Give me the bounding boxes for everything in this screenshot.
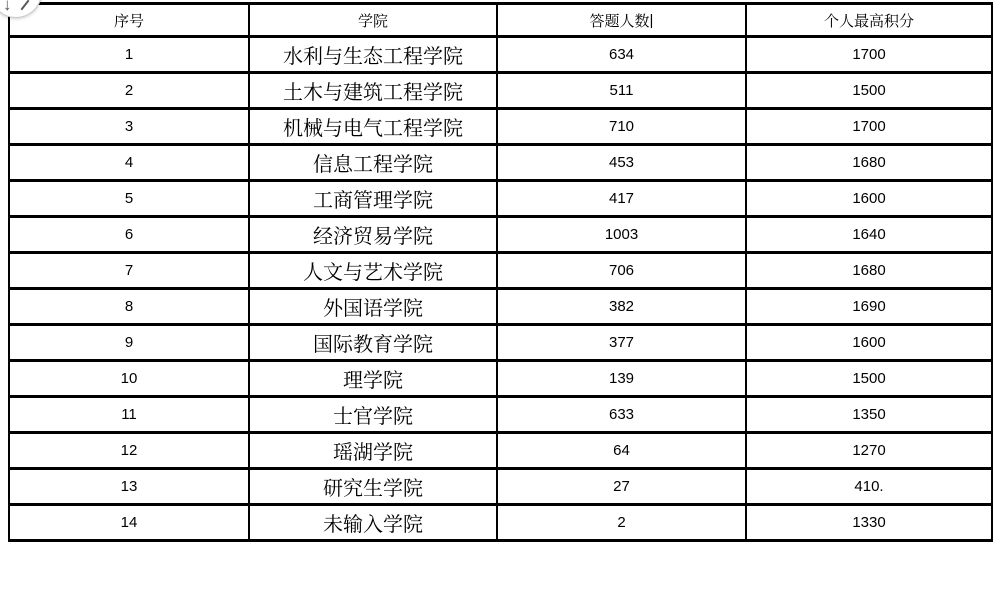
- cell-score[interactable]: 1350: [746, 397, 992, 433]
- cell-score[interactable]: 1500: [746, 361, 992, 397]
- cell-index[interactable]: 11: [9, 397, 249, 433]
- cell-index[interactable]: 13: [9, 469, 249, 505]
- cell-count[interactable]: 139: [497, 361, 746, 397]
- cell-score[interactable]: 410.: [746, 469, 992, 505]
- table-row: [9, 361, 992, 397]
- table-row: [9, 505, 992, 541]
- cell-score[interactable]: 1640: [746, 217, 992, 253]
- cell-college[interactable]: 研究生学院: [249, 469, 497, 505]
- table-row: [9, 325, 992, 361]
- cell-score[interactable]: 1690: [746, 289, 992, 325]
- table-row: [9, 217, 992, 253]
- cell-score[interactable]: 1270: [746, 433, 992, 469]
- table-row: [9, 253, 992, 289]
- cell-index[interactable]: 6: [9, 217, 249, 253]
- header-row: [9, 4, 992, 37]
- cell-index[interactable]: 4: [9, 145, 249, 181]
- cell-score[interactable]: 1600: [746, 181, 992, 217]
- cell-count[interactable]: 634: [497, 37, 746, 73]
- cell-college[interactable]: 未输入学院: [249, 505, 497, 541]
- cell-count[interactable]: 377: [497, 325, 746, 361]
- table-row: [9, 397, 992, 433]
- cell-college[interactable]: 水利与生态工程学院: [249, 37, 497, 73]
- table-row: [9, 37, 992, 73]
- cell-college[interactable]: 国际教育学院: [249, 325, 497, 361]
- cell-college[interactable]: 土木与建筑工程学院: [249, 73, 497, 109]
- cell-college[interactable]: 士官学院: [249, 397, 497, 433]
- text-cursor: |: [649, 11, 654, 29]
- cell-count[interactable]: 710: [497, 109, 746, 145]
- cell-count[interactable]: 453: [497, 145, 746, 181]
- table-row: [9, 181, 992, 217]
- cell-score[interactable]: 1700: [746, 37, 992, 73]
- table-body: [9, 37, 992, 541]
- cell-count[interactable]: 2: [497, 505, 746, 541]
- table-row: [9, 109, 992, 145]
- table-row: [9, 73, 992, 109]
- cell-count[interactable]: 382: [497, 289, 746, 325]
- arrow-down-icon: ↓: [3, 0, 12, 14]
- cell-index[interactable]: 8: [9, 289, 249, 325]
- cell-count[interactable]: 27: [497, 469, 746, 505]
- table-row: [9, 433, 992, 469]
- cell-college[interactable]: 信息工程学院: [249, 145, 497, 181]
- cell-index[interactable]: 5: [9, 181, 249, 217]
- column-header-score[interactable]: 个人最高积分: [746, 4, 992, 37]
- college-score-table: [8, 2, 993, 542]
- cell-college[interactable]: 外国语学院: [249, 289, 497, 325]
- cell-index[interactable]: 12: [9, 433, 249, 469]
- diagonal-stroke-icon: [21, 0, 30, 10]
- table-row: [9, 145, 992, 181]
- cell-college[interactable]: 人文与艺术学院: [249, 253, 497, 289]
- column-header-count-label: 答题人数: [589, 12, 650, 30]
- cell-count[interactable]: 64: [497, 433, 746, 469]
- cell-score[interactable]: 1600: [746, 325, 992, 361]
- cell-college[interactable]: 经济贸易学院: [249, 217, 497, 253]
- column-header-college[interactable]: 学院: [249, 4, 497, 37]
- cell-count[interactable]: 511: [497, 73, 746, 109]
- cell-college[interactable]: 工商管理学院: [249, 181, 497, 217]
- cell-score[interactable]: 1330: [746, 505, 992, 541]
- cell-score[interactable]: 1680: [746, 253, 992, 289]
- cell-index[interactable]: 7: [9, 253, 249, 289]
- cell-index[interactable]: 3: [9, 109, 249, 145]
- cell-college[interactable]: 瑶湖学院: [249, 433, 497, 469]
- table-row: [9, 289, 992, 325]
- cell-index[interactable]: 10: [9, 361, 249, 397]
- cell-score[interactable]: 1500: [746, 73, 992, 109]
- cell-count[interactable]: 417: [497, 181, 746, 217]
- column-header-index[interactable]: 序号: [9, 4, 249, 37]
- cell-score[interactable]: 1680: [746, 145, 992, 181]
- cell-index[interactable]: 2: [9, 73, 249, 109]
- column-header-count[interactable]: [497, 4, 746, 37]
- cell-college[interactable]: 理学院: [249, 361, 497, 397]
- cell-count[interactable]: 706: [497, 253, 746, 289]
- cell-index[interactable]: 14: [9, 505, 249, 541]
- cell-index[interactable]: 9: [9, 325, 249, 361]
- cell-index[interactable]: 1: [9, 37, 249, 73]
- cell-count[interactable]: 1003: [497, 217, 746, 253]
- cell-college[interactable]: 机械与电气工程学院: [249, 109, 497, 145]
- table-row: [9, 469, 992, 505]
- cell-score[interactable]: 1700: [746, 109, 992, 145]
- cell-count[interactable]: 633: [497, 397, 746, 433]
